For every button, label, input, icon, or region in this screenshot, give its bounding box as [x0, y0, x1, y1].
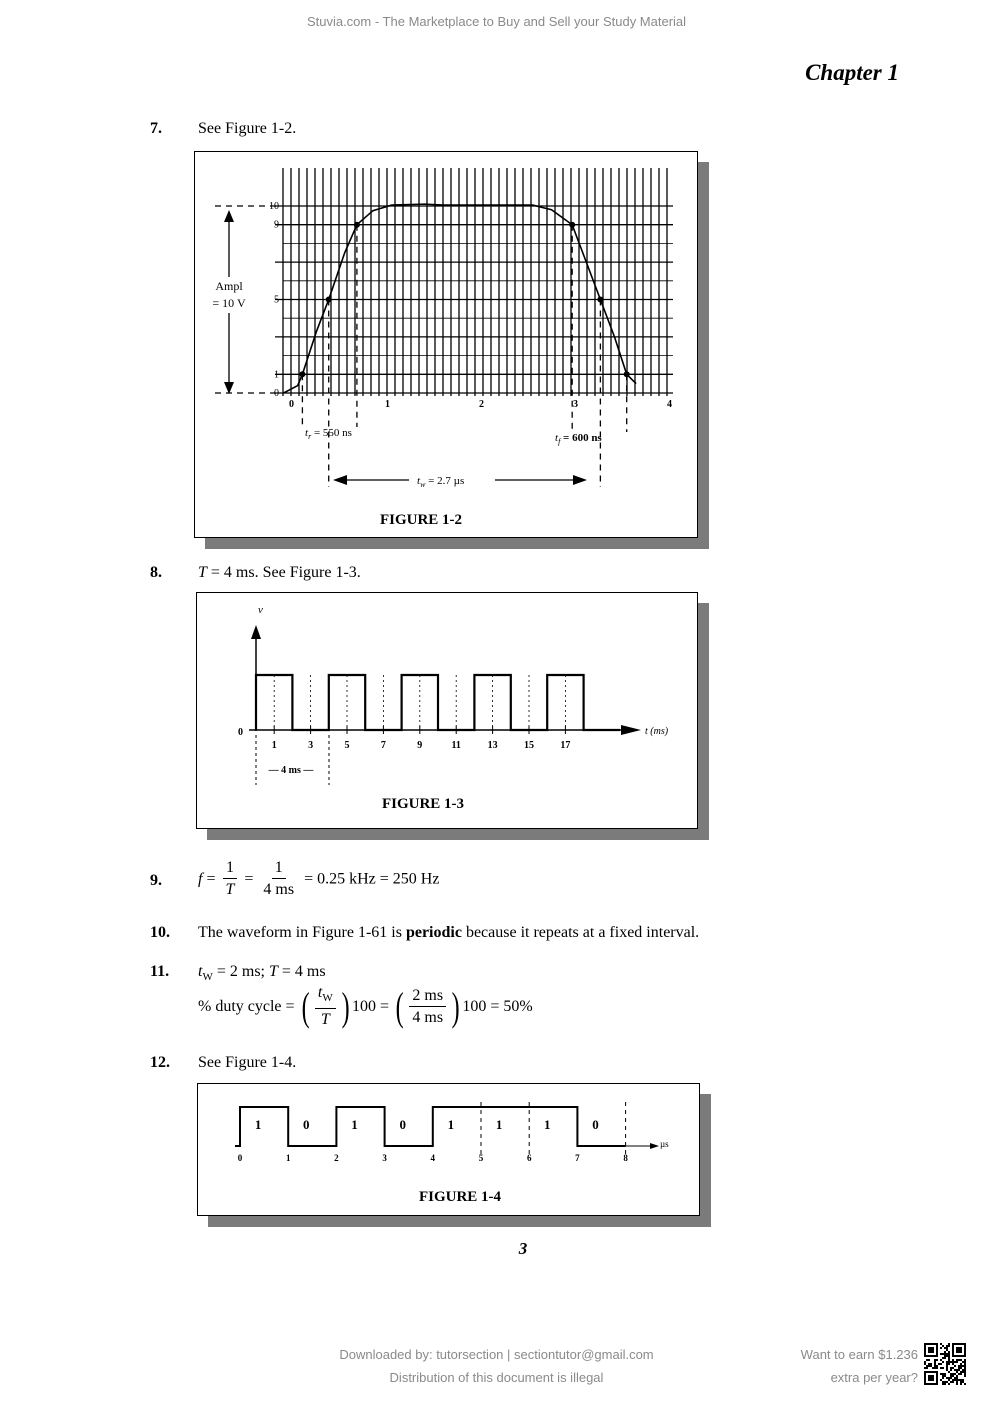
qr-module: [958, 1379, 960, 1381]
data-point: [624, 371, 630, 377]
digital-waveform: [235, 1107, 626, 1146]
origin-label: 0: [238, 727, 243, 738]
qr-module: [962, 1371, 964, 1373]
qr-module: [954, 1369, 956, 1371]
x-tick-label: 11: [451, 740, 461, 751]
qr-module: [946, 1355, 948, 1357]
qr-module: [954, 1379, 956, 1381]
qr-code-icon[interactable]: [924, 1343, 966, 1385]
x-tick-label: 5: [344, 740, 350, 751]
qr-module: [928, 1365, 930, 1367]
qr-module: [934, 1365, 936, 1367]
item-number: 9.: [150, 872, 162, 889]
qr-module: [962, 1381, 964, 1383]
data-point: [326, 297, 332, 303]
data-point: [354, 222, 360, 228]
fall-time-label: $t_f = 600$ ns: [555, 432, 602, 446]
qr-module: [956, 1377, 958, 1379]
y-tick-label: 5: [274, 294, 279, 306]
arrow-right-icon: [650, 1143, 659, 1149]
qr-module: [964, 1361, 966, 1363]
qr-module: [932, 1367, 934, 1369]
header-site-line: Stuvia.com - The Marketplace to Buy and Sell your Study Material: [306, 14, 687, 29]
data-point: [299, 371, 305, 377]
qr-module: [924, 1363, 926, 1365]
x-tick-label: 15: [524, 740, 534, 751]
qr-module: [936, 1367, 938, 1369]
qr-module: [964, 1365, 966, 1367]
qr-module: [926, 1365, 928, 1367]
x-tick-label: 3: [308, 740, 314, 751]
x-tick-label: 2: [334, 1153, 339, 1163]
item-number: 7.: [150, 120, 162, 137]
qr-module: [956, 1369, 958, 1371]
qr-module: [964, 1375, 966, 1377]
qr-module: [960, 1365, 962, 1367]
arrow-left-icon: [333, 475, 347, 485]
qr-module: [952, 1375, 954, 1377]
qr-module: [928, 1359, 930, 1361]
qr-module: [950, 1381, 952, 1383]
qr-module: [938, 1363, 940, 1365]
x-tick-label: 17: [560, 740, 571, 751]
qr-module: [944, 1381, 946, 1383]
qr-module: [946, 1367, 948, 1369]
qr-module: [948, 1353, 950, 1355]
qr-module: [960, 1363, 962, 1365]
chapter-title: Chapter 1: [805, 60, 899, 85]
item-number: 12.: [150, 1054, 170, 1071]
qr-module: [948, 1345, 950, 1347]
bit-label: 1: [495, 1117, 503, 1132]
qr-module: [956, 1371, 958, 1373]
qr-module: [960, 1373, 962, 1375]
qr-module: [958, 1367, 960, 1369]
x-tick-label: 2: [479, 399, 484, 410]
qr-module: [942, 1367, 944, 1369]
qr-module: [944, 1373, 946, 1375]
item-number: 11.: [150, 963, 170, 980]
qr-module: [956, 1383, 958, 1385]
earn-line2[interactable]: extra per year?: [830, 1370, 918, 1385]
qr-module: [952, 1373, 954, 1375]
qr-module: [940, 1353, 942, 1355]
qr-finder: [956, 1347, 962, 1353]
qr-module: [962, 1379, 964, 1381]
bit-label: 1: [544, 1117, 551, 1132]
qr-module: [964, 1373, 966, 1375]
qr-module: [964, 1359, 966, 1361]
qr-module: [944, 1353, 946, 1355]
qr-module: [946, 1369, 948, 1371]
qr-module: [948, 1371, 950, 1373]
qr-module: [942, 1375, 944, 1377]
qr-module: [954, 1377, 956, 1379]
qr-module: [946, 1347, 948, 1349]
qr-module: [948, 1379, 950, 1381]
qr-finder: [928, 1375, 934, 1381]
qr-module: [954, 1365, 956, 1367]
arrow-right-icon: [573, 475, 587, 485]
qr-module: [944, 1375, 946, 1377]
x-axis-label: t (ms): [645, 726, 669, 737]
x-tick-label: 1: [385, 399, 390, 410]
qr-module: [940, 1379, 942, 1381]
qr-module: [942, 1373, 944, 1375]
x-tick-label: 6: [526, 1153, 532, 1163]
qr-module: [960, 1367, 962, 1369]
qr-module: [954, 1361, 956, 1363]
qr-module: [940, 1373, 942, 1375]
figure-caption: FIGURE 1-3: [381, 796, 465, 812]
item-number: 10.: [150, 924, 170, 941]
arrow-right-icon: [621, 725, 641, 735]
x-tick-label: 0: [237, 1153, 243, 1163]
qr-module: [942, 1381, 944, 1383]
qr-finder: [928, 1347, 934, 1353]
figure-1-3: [196, 592, 698, 829]
qr-module: [952, 1381, 954, 1383]
qr-module: [944, 1355, 946, 1357]
qr-module: [940, 1363, 942, 1365]
x-tick-label: 1: [285, 1153, 291, 1163]
pulse-curve: [284, 204, 636, 393]
qr-module: [940, 1367, 942, 1369]
frequency-equation: f = $\frac{1}{T}$ = $\frac{1}{4 ms}$ = 0.25 kHz = 250 Hz: [198, 859, 440, 898]
qr-module: [948, 1351, 950, 1353]
arrow-up-icon: [251, 625, 261, 639]
qr-module: [928, 1363, 930, 1365]
arrow-down-icon: [224, 382, 234, 394]
x-tick-label: 4: [667, 399, 672, 410]
y-tick-label: 9: [274, 219, 279, 231]
qr-module: [944, 1347, 946, 1349]
qr-module: [950, 1369, 952, 1371]
qr-module: [958, 1369, 960, 1371]
qr-module: [952, 1379, 954, 1381]
qr-module: [946, 1345, 948, 1347]
qr-module: [948, 1355, 950, 1357]
footer-distribution: Distribution of this document is illegal: [389, 1370, 604, 1385]
y-tick-label: 0: [274, 388, 279, 399]
qr-module: [954, 1373, 956, 1375]
qr-module: [962, 1361, 964, 1363]
qr-module: [960, 1359, 962, 1361]
x-tick-label: 3: [382, 1153, 387, 1163]
qr-module: [944, 1383, 946, 1385]
x-tick-label: 1: [271, 740, 277, 751]
qr-module: [946, 1353, 948, 1355]
figure-1-2-drawing: [195, 152, 697, 537]
time-unit-label: µs: [660, 1139, 669, 1149]
qr-module: [964, 1383, 966, 1385]
qr-module: [952, 1367, 954, 1369]
item-number: 8.: [150, 564, 162, 581]
qr-module: [942, 1345, 944, 1347]
qr-module: [940, 1347, 942, 1349]
qr-module: [962, 1369, 964, 1371]
qr-module: [948, 1357, 950, 1359]
bit-label: 0: [303, 1117, 310, 1132]
bit-label: 0: [399, 1117, 406, 1132]
qr-module: [942, 1361, 944, 1363]
duty-cycle-equation: % duty cycle = ( $\frac{t_W}{T}$ ) 100 = ( $\frac{2 ms}{4 ms}$ ) 100 = 50%: [198, 984, 533, 1030]
qr-module: [946, 1377, 948, 1379]
x-tick-label: 5: [478, 1153, 484, 1163]
figure-caption: FIGURE 1-2: [379, 512, 463, 528]
qr-module: [958, 1365, 960, 1367]
qr-module: [950, 1377, 952, 1379]
figure-caption: FIGURE 1-4: [418, 1189, 502, 1205]
y-tick-label: 1: [274, 369, 279, 381]
pulse-width-label: $t_w = 2.7$ µs: [417, 475, 465, 489]
x-tick-label: 0: [289, 399, 294, 410]
qr-module: [964, 1371, 966, 1373]
qr-module: [962, 1365, 964, 1367]
x-tick-label: 3: [573, 399, 578, 410]
qr-module: [956, 1361, 958, 1363]
bit-label: 1: [254, 1117, 262, 1132]
qr-module: [948, 1361, 950, 1363]
qr-module: [934, 1367, 936, 1369]
qr-module: [944, 1351, 946, 1353]
footer-downloaded: Downloaded by: tutorsection | sectiontutor@gmail.com: [339, 1347, 654, 1362]
qr-module: [946, 1361, 948, 1363]
qr-module: [940, 1359, 942, 1361]
qr-module: [936, 1365, 938, 1367]
item-text: $t_W = 2$ ms; T = 4 ms: [198, 963, 326, 984]
qr-module: [924, 1361, 926, 1363]
y-axis-label: v: [258, 604, 263, 616]
item-text: See Figure 1-4.: [198, 1054, 297, 1071]
qr-module: [952, 1361, 954, 1363]
qr-module: [950, 1375, 952, 1377]
page-number: 3: [518, 1239, 528, 1258]
data-point: [597, 297, 603, 303]
item-text: See Figure 1-2.: [198, 120, 297, 137]
qr-module: [960, 1383, 962, 1385]
qr-module: [964, 1367, 966, 1369]
bit-label: 1: [447, 1117, 455, 1132]
qr-module: [934, 1361, 936, 1363]
qr-module: [940, 1343, 942, 1345]
qr-module: [956, 1379, 958, 1381]
rise-time-label: $t_r = 550$ ns: [305, 427, 352, 441]
qr-module: [942, 1357, 944, 1359]
qr-module: [948, 1383, 950, 1385]
qr-module: [948, 1359, 950, 1361]
qr-module: [960, 1381, 962, 1383]
qr-module: [956, 1381, 958, 1383]
qr-module: [934, 1363, 936, 1365]
qr-module: [946, 1381, 948, 1383]
figure-1-4: [197, 1083, 700, 1216]
qr-module: [956, 1359, 958, 1361]
item-text: T = 4 ms. See Figure 1-3.: [198, 564, 361, 581]
earn-line1[interactable]: Want to earn $1.236: [800, 1347, 918, 1362]
qr-module: [950, 1361, 952, 1363]
qr-module: [958, 1373, 960, 1375]
qr-module: [924, 1367, 926, 1369]
qr-module: [960, 1371, 962, 1373]
qr-module: [942, 1383, 944, 1385]
bit-label: 1: [351, 1117, 358, 1132]
figure-1-2: [194, 151, 698, 538]
data-point: [569, 222, 575, 228]
amplitude-label-line2: = 10 V: [212, 296, 246, 310]
figure-1-4-drawing: [198, 1084, 699, 1215]
period-label: — 4 ms —: [268, 765, 314, 776]
arrow-up-icon: [224, 210, 234, 222]
qr-module: [964, 1369, 966, 1371]
qr-module: [948, 1343, 950, 1345]
qr-module: [964, 1363, 966, 1365]
qr-module: [930, 1363, 932, 1365]
x-tick-label: 7: [575, 1153, 580, 1163]
x-tick-label: 8: [623, 1153, 628, 1163]
x-tick-label: 9: [417, 740, 423, 751]
qr-module: [944, 1357, 946, 1359]
qr-module: [950, 1373, 952, 1375]
qr-module: [950, 1367, 952, 1369]
x-tick-label: 13: [487, 740, 498, 751]
qr-module: [952, 1359, 954, 1361]
qr-module: [948, 1377, 950, 1379]
x-tick-label: 4: [430, 1153, 436, 1163]
qr-module: [946, 1363, 948, 1365]
amplitude-label-line1: Ampl: [215, 279, 243, 293]
qr-module: [958, 1359, 960, 1361]
qr-module: [926, 1359, 928, 1361]
bit-label: 0: [592, 1117, 599, 1132]
qr-module: [946, 1365, 948, 1367]
qr-module: [956, 1375, 958, 1377]
figure-1-3-drawing: [197, 593, 697, 828]
qr-module: [926, 1367, 928, 1369]
y-tick-label: 10: [269, 201, 279, 212]
qr-module: [942, 1377, 944, 1379]
x-tick-label: 7: [380, 740, 386, 751]
qr-module: [930, 1365, 932, 1367]
qr-module: [934, 1359, 936, 1361]
qr-module: [960, 1379, 962, 1381]
qr-module: [952, 1363, 954, 1365]
item-text: The waveform in Figure 1-61 is periodic because it repeats at a fixed interval.: [198, 924, 700, 941]
qr-module: [936, 1359, 938, 1361]
qr-module: [946, 1349, 948, 1351]
qr-module: [942, 1353, 944, 1355]
qr-module: [948, 1363, 950, 1365]
